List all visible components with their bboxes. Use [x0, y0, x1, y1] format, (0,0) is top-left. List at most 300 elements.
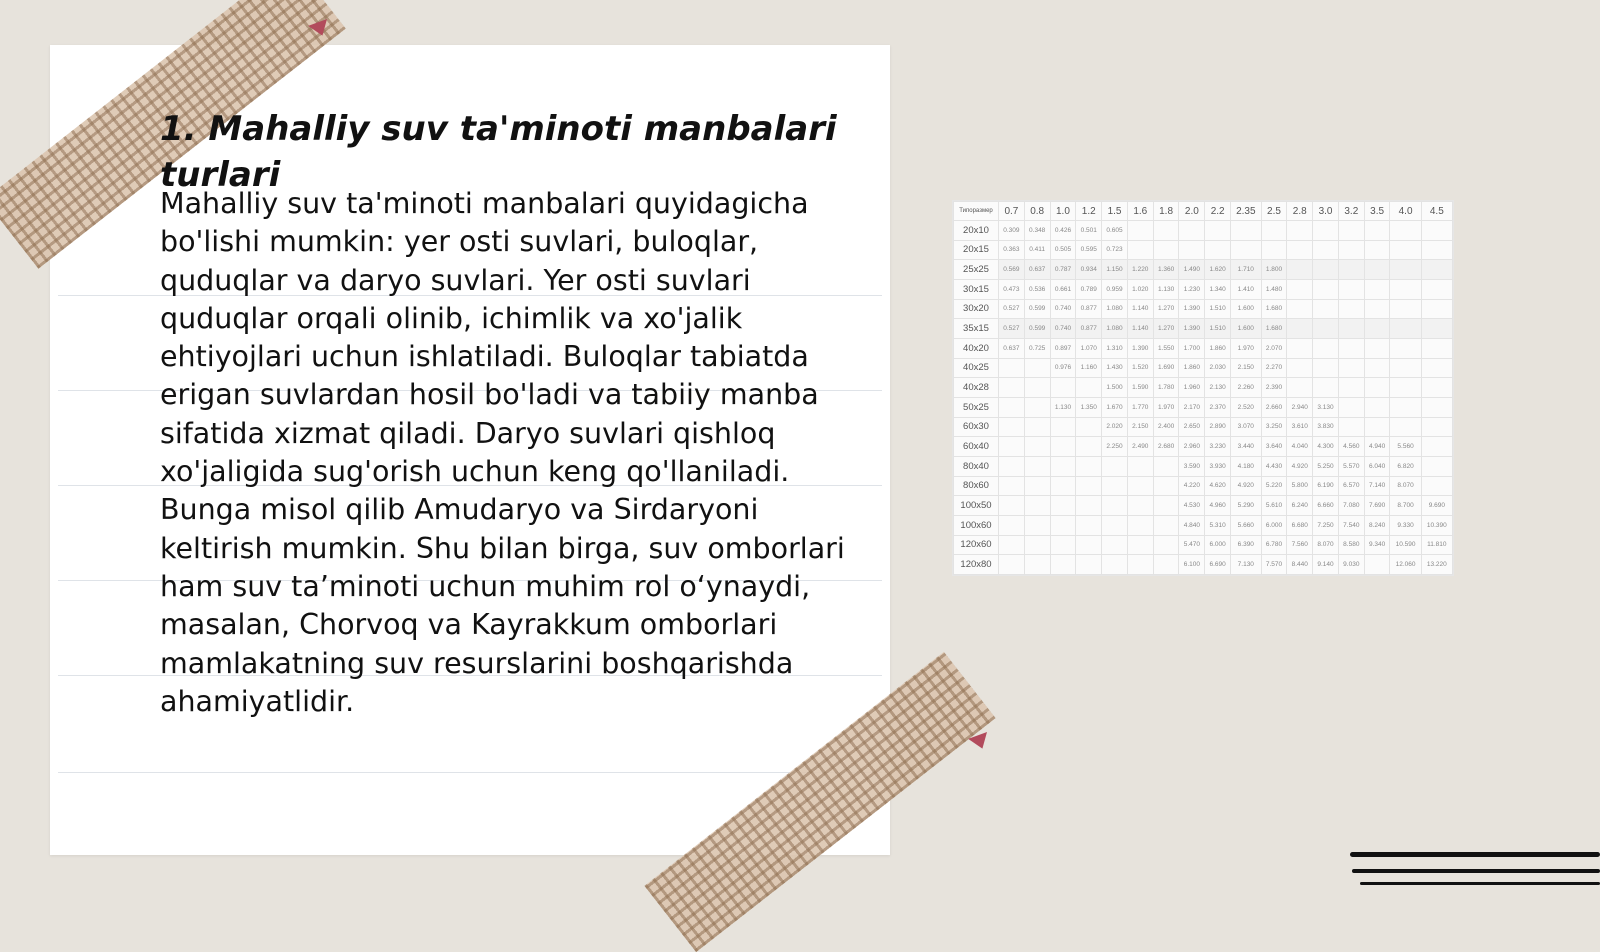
table-row-size-label: 100x50 — [954, 496, 999, 516]
table-cell: 2.270 — [1261, 358, 1287, 378]
table-cell — [1024, 417, 1050, 437]
table-cell: 1.780 — [1153, 378, 1179, 398]
table-cell: 1.600 — [1231, 319, 1262, 339]
table-cell: 0.527 — [999, 319, 1025, 339]
table-cell — [999, 476, 1025, 496]
slide-body-paragraph: Mahalliy suv ta'minoti manbalari quyidagicha bo'lishi mumkin: yer osti suvlari, buloqlar, quduqlar va daryo suvlari. Yer osti suvlari quduqlar orqali olinib, ichimlik va xo'jalik ehtiyojlari uchun ishlatiladi. Buloqlar tabiatda erigan suvlardan hosil bo'ladi va tabiiy manba sifatida xizmat qiladi. Daryo suvlari qishloq xo'jaligida sug'orish uchun keng qo'llaniladi. Bunga misol qilib Amudaryo va Sirdaryoni keltirish mumkin. Shu bilan birga, suv omborlari ham suv ta’minoti uchun muhim rol o‘ynaydi, masalan, Chorvoq va Kayrakkum omborlari mamlakatning suv resurslarini boshqarishda ahamiyatlidir. — [160, 187, 845, 718]
table-cell: 9.340 — [1364, 535, 1390, 555]
table-cell: 0.740 — [1050, 319, 1076, 339]
table-cell: 5.660 — [1231, 515, 1262, 535]
table-header-cell: 2.35 — [1231, 202, 1262, 221]
table-row — [954, 496, 1453, 516]
table-cell — [1050, 437, 1076, 457]
table-cell — [1261, 221, 1287, 241]
table-cell: 2.020 — [1102, 417, 1128, 437]
table-cell: 1.860 — [1179, 358, 1205, 378]
table-cell — [999, 535, 1025, 555]
table-cell: 1.680 — [1261, 299, 1287, 319]
table-cell — [1421, 397, 1452, 417]
table-cell — [1338, 378, 1364, 398]
table-cell — [1364, 319, 1390, 339]
table-cell: 3.830 — [1313, 417, 1339, 437]
table-cell — [1153, 555, 1179, 575]
table-cell: 6.570 — [1338, 476, 1364, 496]
table-cell: 7.560 — [1287, 535, 1313, 555]
table-cell: 6.680 — [1287, 515, 1313, 535]
table-cell: 0.599 — [1024, 319, 1050, 339]
table-cell — [1390, 378, 1421, 398]
table-cell: 5.800 — [1287, 476, 1313, 496]
table-cell: 4.180 — [1231, 456, 1262, 476]
table-cell: 1.350 — [1076, 397, 1102, 417]
table-cell — [1390, 279, 1421, 299]
table-cell — [1421, 417, 1452, 437]
table-cell: 1.130 — [1153, 279, 1179, 299]
table-cell — [1231, 221, 1262, 241]
table-cell: 8.580 — [1338, 535, 1364, 555]
table-cell — [1127, 240, 1153, 260]
table-row-size-label: 120x80 — [954, 555, 999, 575]
table-cell — [1050, 555, 1076, 575]
table-cell: 2.030 — [1205, 358, 1231, 378]
table-cell: 7.130 — [1231, 555, 1262, 575]
table-cell — [1127, 476, 1153, 496]
table-cell: 1.710 — [1231, 260, 1262, 280]
table-cell — [1287, 319, 1313, 339]
table-cell: 1.070 — [1076, 338, 1102, 358]
table-cell: 1.500 — [1102, 378, 1128, 398]
table-cell — [1076, 555, 1102, 575]
table-cell: 0.725 — [1024, 338, 1050, 358]
table-cell: 12.060 — [1390, 555, 1421, 575]
decorative-brush-stroke — [1360, 882, 1600, 885]
table-cell: 9.030 — [1338, 555, 1364, 575]
table-cell — [999, 437, 1025, 457]
table-cell: 0.637 — [1024, 260, 1050, 280]
table-header-cell: 1.2 — [1076, 202, 1102, 221]
table-cell — [1102, 496, 1128, 516]
table-row-size-label: 40x25 — [954, 358, 999, 378]
table-row — [954, 476, 1453, 496]
table-cell: 1.150 — [1102, 260, 1128, 280]
table-cell — [1287, 240, 1313, 260]
table-row — [954, 417, 1453, 437]
table-cell — [1364, 378, 1390, 398]
table-cell: 4.620 — [1205, 476, 1231, 496]
table-row-size-label: 20x10 — [954, 221, 999, 241]
table-cell: 5.610 — [1261, 496, 1287, 516]
table-cell: 6.660 — [1313, 496, 1339, 516]
table-cell — [1421, 240, 1452, 260]
table-row-size-label: 80x40 — [954, 456, 999, 476]
slide-title: 1. Mahalliy suv ta'minoti manbalari turlari — [160, 109, 837, 195]
table-row — [954, 319, 1453, 339]
table-cell — [1179, 240, 1205, 260]
table-cell: 8.700 — [1390, 496, 1421, 516]
table-cell — [1076, 496, 1102, 516]
table-cell: 5.250 — [1313, 456, 1339, 476]
table-cell: 2.890 — [1205, 417, 1231, 437]
table-cell: 6.390 — [1231, 535, 1262, 555]
table-cell: 6.690 — [1205, 555, 1231, 575]
table-cell — [1338, 299, 1364, 319]
table-cell: 4.920 — [1287, 456, 1313, 476]
table-cell: 0.569 — [999, 260, 1025, 280]
table-cell — [999, 417, 1025, 437]
table-cell — [1205, 240, 1231, 260]
table-cell — [1231, 240, 1262, 260]
table-row-size-label: 100x60 — [954, 515, 999, 535]
table-cell: 0.605 — [1102, 221, 1128, 241]
table-cell — [1338, 279, 1364, 299]
table-cell — [1127, 555, 1153, 575]
table-cell: 1.130 — [1050, 397, 1076, 417]
table-cell: 2.070 — [1261, 338, 1287, 358]
table-cell — [1313, 319, 1339, 339]
table-cell — [1390, 260, 1421, 280]
table-cell: 1.550 — [1153, 338, 1179, 358]
table-row — [954, 260, 1453, 280]
table-cell — [1076, 378, 1102, 398]
table-header-cell: 3.5 — [1364, 202, 1390, 221]
table-cell: 0.501 — [1076, 221, 1102, 241]
table-cell: 0.309 — [999, 221, 1025, 241]
table-cell: 4.220 — [1179, 476, 1205, 496]
table-cell: 6.040 — [1364, 456, 1390, 476]
table-cell — [1102, 535, 1128, 555]
table-cell — [1153, 456, 1179, 476]
table-cell: 1.800 — [1261, 260, 1287, 280]
table-header-cell: 0.8 — [1024, 202, 1050, 221]
table-cell — [1421, 358, 1452, 378]
table-cell — [1313, 378, 1339, 398]
table-cell — [999, 496, 1025, 516]
table-cell — [1313, 240, 1339, 260]
table-cell: 1.680 — [1261, 319, 1287, 339]
table-cell: 9.140 — [1313, 555, 1339, 575]
table-cell: 4.560 — [1338, 437, 1364, 457]
table-cell — [1338, 319, 1364, 339]
table-cell — [1127, 535, 1153, 555]
table-cell — [1153, 535, 1179, 555]
table-cell: 3.930 — [1205, 456, 1231, 476]
profile-size-table-image — [952, 200, 1454, 576]
table-cell — [999, 456, 1025, 476]
table-cell: 6.820 — [1390, 456, 1421, 476]
table-row — [954, 358, 1453, 378]
table-cell — [1338, 358, 1364, 378]
table-cell — [1338, 260, 1364, 280]
table-cell: 1.270 — [1153, 299, 1179, 319]
table-cell — [1205, 221, 1231, 241]
table-cell: 5.560 — [1390, 437, 1421, 457]
table-cell — [1421, 378, 1452, 398]
table-row-size-label: 120x60 — [954, 535, 999, 555]
table-cell — [1390, 240, 1421, 260]
table-cell — [999, 555, 1025, 575]
table-cell: 4.300 — [1313, 437, 1339, 457]
table-row-size-label: 50x25 — [954, 397, 999, 417]
table-cell: 1.340 — [1205, 279, 1231, 299]
table-cell — [1421, 338, 1452, 358]
table-cell — [1024, 515, 1050, 535]
table-corner-label: Типоразмер — [954, 202, 999, 221]
table-cell — [1102, 456, 1128, 476]
table-cell: 0.787 — [1050, 260, 1076, 280]
table-cell — [1287, 378, 1313, 398]
table-cell: 1.510 — [1205, 299, 1231, 319]
table-cell — [1153, 240, 1179, 260]
table-cell: 0.637 — [999, 338, 1025, 358]
table-cell: 1.670 — [1102, 397, 1128, 417]
decorative-brush-stroke — [1350, 852, 1600, 857]
table-cell: 1.220 — [1127, 260, 1153, 280]
table-cell — [1338, 240, 1364, 260]
table-cell — [1024, 378, 1050, 398]
table-cell — [1024, 476, 1050, 496]
table-header-cell: 2.0 — [1179, 202, 1205, 221]
table-cell — [1153, 476, 1179, 496]
table-cell — [1390, 319, 1421, 339]
table-cell — [1364, 221, 1390, 241]
table-row — [954, 279, 1453, 299]
table-cell: 1.970 — [1153, 397, 1179, 417]
table-cell: 3.610 — [1287, 417, 1313, 437]
table-cell — [1390, 338, 1421, 358]
table-cell: 9.330 — [1390, 515, 1421, 535]
table-cell: 4.940 — [1364, 437, 1390, 457]
table-cell: 0.723 — [1102, 240, 1128, 260]
table-row — [954, 240, 1453, 260]
table-cell — [1287, 338, 1313, 358]
table-cell — [1179, 221, 1205, 241]
table-cell — [1313, 299, 1339, 319]
table-cell — [1050, 515, 1076, 535]
table-cell — [1076, 417, 1102, 437]
table-cell: 9.690 — [1421, 496, 1452, 516]
table-cell: 3.590 — [1179, 456, 1205, 476]
table-cell: 0.527 — [999, 299, 1025, 319]
table-cell: 0.877 — [1076, 299, 1102, 319]
table-cell — [1287, 260, 1313, 280]
table-row-size-label: 40x28 — [954, 378, 999, 398]
table-cell: 2.400 — [1153, 417, 1179, 437]
table-row — [954, 515, 1453, 535]
table-cell — [1364, 240, 1390, 260]
table-cell — [1287, 299, 1313, 319]
table-row-size-label: 60x40 — [954, 437, 999, 457]
table-cell — [1050, 476, 1076, 496]
table-header-cell: 2.5 — [1261, 202, 1287, 221]
table-cell — [1261, 240, 1287, 260]
table-row-size-label: 80x60 — [954, 476, 999, 496]
table-cell: 6.000 — [1261, 515, 1287, 535]
table-cell: 1.080 — [1102, 299, 1128, 319]
table-cell — [1024, 535, 1050, 555]
table-cell — [1102, 515, 1128, 535]
table-cell — [1102, 555, 1128, 575]
table-cell: 0.426 — [1050, 221, 1076, 241]
table-cell — [1390, 358, 1421, 378]
table-cell: 7.540 — [1338, 515, 1364, 535]
table-cell: 4.920 — [1231, 476, 1262, 496]
table-cell — [1313, 358, 1339, 378]
table-cell — [1050, 535, 1076, 555]
table-cell: 1.520 — [1127, 358, 1153, 378]
table-cell — [1076, 437, 1102, 457]
table-header-cell: 1.5 — [1102, 202, 1128, 221]
table-cell — [1076, 456, 1102, 476]
table-row — [954, 299, 1453, 319]
table-cell: 6.240 — [1287, 496, 1313, 516]
table-cell — [1364, 555, 1390, 575]
table-cell — [1153, 496, 1179, 516]
table-header-cell: 0.7 — [999, 202, 1025, 221]
table-cell — [1421, 279, 1452, 299]
table-cell — [1313, 338, 1339, 358]
table-cell: 4.840 — [1179, 515, 1205, 535]
table-cell: 5.310 — [1205, 515, 1231, 535]
table-row-size-label: 20x15 — [954, 240, 999, 260]
table-cell: 0.740 — [1050, 299, 1076, 319]
table-cell: 7.570 — [1261, 555, 1287, 575]
table-cell — [1127, 221, 1153, 241]
table-row-size-label: 25x25 — [954, 260, 999, 280]
decorative-brush-stroke — [1352, 869, 1600, 873]
table-cell: 1.690 — [1153, 358, 1179, 378]
table-cell: 1.490 — [1179, 260, 1205, 280]
table-cell — [1024, 397, 1050, 417]
table-cell: 1.140 — [1127, 319, 1153, 339]
table-cell: 10.390 — [1421, 515, 1452, 535]
table-header-cell: 4.0 — [1390, 202, 1421, 221]
table-cell — [1287, 358, 1313, 378]
table-cell: 1.080 — [1102, 319, 1128, 339]
table-header-cell: 1.0 — [1050, 202, 1076, 221]
table-cell — [1024, 555, 1050, 575]
table-cell: 10.590 — [1390, 535, 1421, 555]
table-row — [954, 555, 1453, 575]
table-cell — [1050, 456, 1076, 476]
table-cell — [1390, 221, 1421, 241]
table-cell — [1076, 515, 1102, 535]
table-row — [954, 397, 1453, 417]
table-cell — [1338, 221, 1364, 241]
table-cell — [1287, 279, 1313, 299]
table-cell: 5.470 — [1179, 535, 1205, 555]
table-cell — [1313, 260, 1339, 280]
table-cell: 2.520 — [1231, 397, 1262, 417]
table-cell: 1.700 — [1179, 338, 1205, 358]
table-row — [954, 221, 1453, 241]
table-header-cell: 2.8 — [1287, 202, 1313, 221]
table-cell: 8.070 — [1313, 535, 1339, 555]
table-cell: 1.410 — [1231, 279, 1262, 299]
table-header-cell: 4.5 — [1421, 202, 1452, 221]
table-cell: 0.411 — [1024, 240, 1050, 260]
table-cell — [999, 378, 1025, 398]
reference-table — [953, 201, 1453, 575]
table-cell: 8.240 — [1364, 515, 1390, 535]
table-row — [954, 437, 1453, 457]
table-cell — [1050, 496, 1076, 516]
table-cell — [1421, 456, 1452, 476]
table-cell — [1364, 338, 1390, 358]
table-cell: 0.363 — [999, 240, 1025, 260]
table-body — [954, 221, 1453, 575]
table-cell — [1421, 319, 1452, 339]
table-row-size-label: 60x30 — [954, 417, 999, 437]
table-cell: 1.600 — [1231, 299, 1262, 319]
table-cell — [1364, 417, 1390, 437]
table-cell — [1390, 299, 1421, 319]
table-cell — [1024, 358, 1050, 378]
table-cell: 1.430 — [1102, 358, 1128, 378]
table-cell: 1.160 — [1076, 358, 1102, 378]
table-cell: 11.810 — [1421, 535, 1452, 555]
table-cell: 6.780 — [1261, 535, 1287, 555]
table-cell: 0.505 — [1050, 240, 1076, 260]
table-cell — [999, 358, 1025, 378]
table-cell: 5.290 — [1231, 496, 1262, 516]
table-cell — [1024, 437, 1050, 457]
table-cell: 6.000 — [1205, 535, 1231, 555]
table-header-row — [954, 202, 1453, 221]
table-cell — [1153, 221, 1179, 241]
table-cell: 2.660 — [1261, 397, 1287, 417]
table-row-size-label: 35x15 — [954, 319, 999, 339]
table-row — [954, 456, 1453, 476]
table-cell: 1.970 — [1231, 338, 1262, 358]
table-cell — [1364, 358, 1390, 378]
table-cell — [1050, 378, 1076, 398]
table-cell: 3.250 — [1261, 417, 1287, 437]
table-cell: 1.860 — [1205, 338, 1231, 358]
table-cell — [1127, 496, 1153, 516]
table-cell — [1364, 299, 1390, 319]
table-cell: 3.640 — [1261, 437, 1287, 457]
table-cell: 2.650 — [1179, 417, 1205, 437]
table-cell — [1364, 397, 1390, 417]
table-cell: 1.390 — [1179, 319, 1205, 339]
table-cell — [1421, 221, 1452, 241]
table-cell — [1390, 397, 1421, 417]
table-cell: 2.150 — [1127, 417, 1153, 437]
table-cell: 2.390 — [1261, 378, 1287, 398]
table-cell: 0.959 — [1102, 279, 1128, 299]
table-cell: 3.070 — [1231, 417, 1262, 437]
table-row — [954, 378, 1453, 398]
table-cell: 2.370 — [1205, 397, 1231, 417]
table-cell: 1.390 — [1179, 299, 1205, 319]
table-row — [954, 338, 1453, 358]
table-cell — [1338, 338, 1364, 358]
table-cell: 0.934 — [1076, 260, 1102, 280]
table-cell: 7.140 — [1364, 476, 1390, 496]
table-cell: 1.140 — [1127, 299, 1153, 319]
table-cell: 1.270 — [1153, 319, 1179, 339]
table-cell: 13.220 — [1421, 555, 1452, 575]
table-row — [954, 535, 1453, 555]
table-cell — [1338, 397, 1364, 417]
table-cell: 2.680 — [1153, 437, 1179, 457]
table-cell — [1287, 221, 1313, 241]
table-cell — [1050, 417, 1076, 437]
table-cell: 7.080 — [1338, 496, 1364, 516]
table-row-size-label: 40x20 — [954, 338, 999, 358]
table-cell — [1153, 515, 1179, 535]
table-cell: 4.530 — [1179, 496, 1205, 516]
